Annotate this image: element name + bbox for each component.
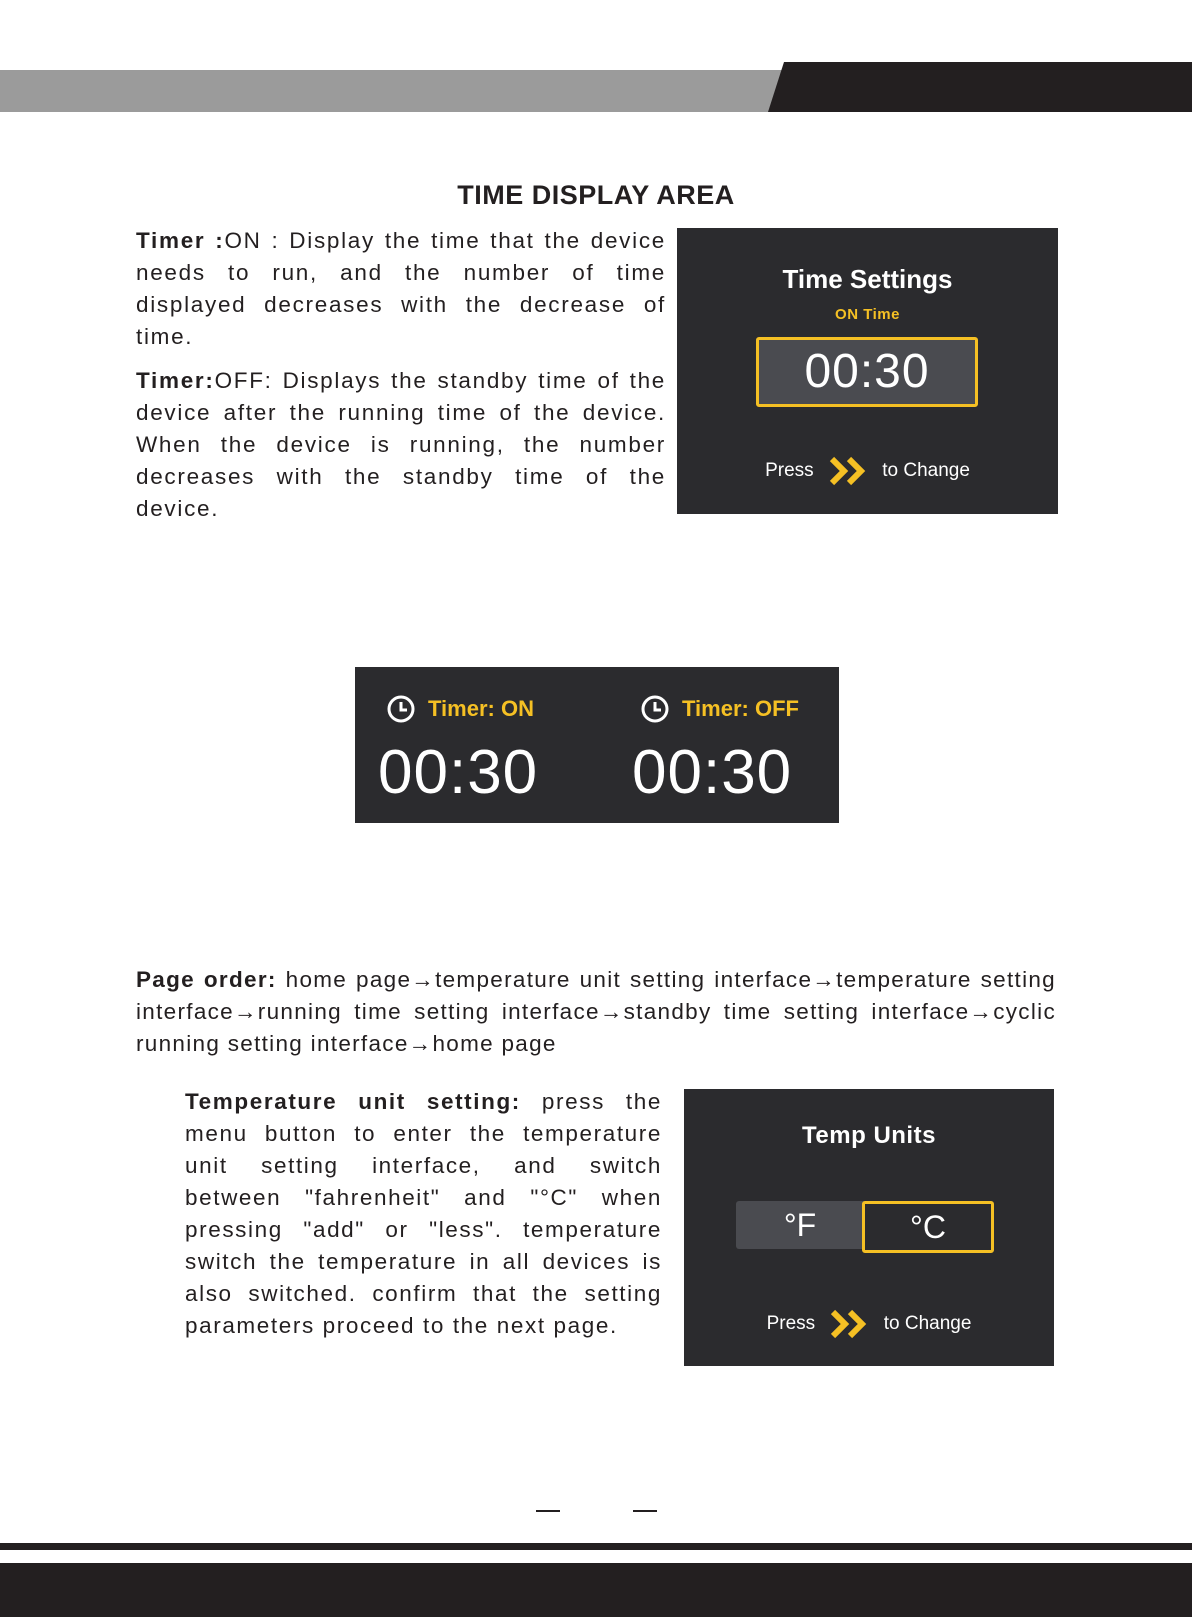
page-order-label: Page order: — [136, 967, 277, 992]
fahrenheit-option[interactable]: °F — [736, 1201, 864, 1249]
timer-on-title: Timer: ON — [428, 696, 534, 721]
double-chevron-right-icon — [830, 1309, 868, 1339]
timer-on-value: 00:30 — [378, 738, 539, 807]
time-value-box: 00:30 — [756, 337, 978, 407]
header-black-tab — [768, 62, 1192, 112]
temp-units-title: Temp Units — [802, 1122, 936, 1149]
timer-off-label: Timer: — [136, 368, 215, 393]
time-settings-panel — [677, 228, 1058, 514]
timer-display-panel — [355, 667, 839, 823]
celsius-option-selected[interactable]: °C — [862, 1201, 994, 1253]
temp-unit-text: press the menu button to enter the temperature unit setting interface, and switch between "fahrenheit" and "°C" when pressing "add" or "less". temperature switch the temperature in all devices is also switched. confirm that the setting parameters proceed to the next page. — [185, 1089, 662, 1338]
press-to-change-row — [684, 1309, 1054, 1339]
timer-on-heading — [386, 694, 534, 724]
change-label: to Change — [882, 460, 970, 481]
footer-bar — [0, 1563, 1192, 1617]
press-to-change-row — [677, 456, 1058, 486]
timer-off-title: Timer: OFF — [682, 696, 799, 721]
timer-on-label: Timer : — [136, 228, 225, 253]
page-order-text: home page→temperature unit setting interface→temperature setting interface→running time setting interface→standby time setting interface→cyclic running setting interface→home page — [136, 967, 1056, 1056]
temp-units-panel — [684, 1089, 1054, 1366]
press-label: Press — [766, 1313, 816, 1334]
footer-dash-left — [536, 1510, 560, 1512]
timer-off-heading — [640, 694, 799, 724]
page-order-description — [136, 964, 1056, 1060]
double-chevron-right-icon — [829, 456, 867, 486]
timer-on-text: ON : Display the time that the device needs to run, and the number of time displayed decreases with the decrease of time. — [136, 228, 666, 349]
footer-line — [0, 1543, 1192, 1550]
change-label: to Change — [883, 1313, 972, 1334]
temp-unit-description — [185, 1086, 662, 1342]
clock-icon — [386, 694, 416, 724]
press-label: Press — [765, 460, 814, 481]
time-settings-subtitle: ON Time — [835, 306, 900, 323]
page-title: TIME DISPLAY AREA — [457, 180, 735, 210]
footer-dash-right — [633, 1510, 657, 1512]
time-settings-title: Time Settings — [782, 264, 953, 294]
temp-unit-label: Temperature unit setting: — [185, 1089, 521, 1114]
timer-on-description — [136, 225, 666, 353]
clock-icon — [640, 694, 670, 724]
timer-off-description — [136, 365, 666, 525]
timer-off-text: OFF: Displays the standby time of the device after the running time of the device. When the device is running, the number decreases with the standby time of the device. — [136, 368, 666, 521]
timer-off-value: 00:30 — [632, 738, 793, 807]
